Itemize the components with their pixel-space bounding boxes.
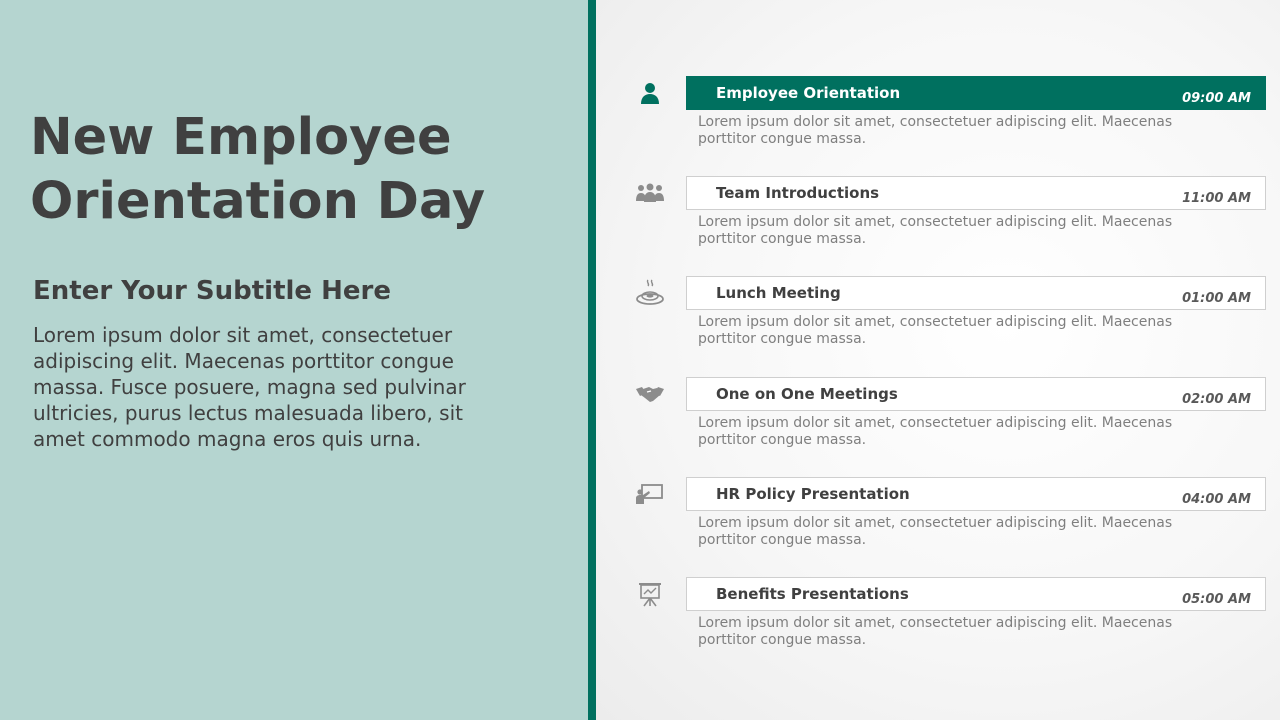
agenda-item-header [686,276,1266,310]
agenda-item-description: Lorem ipsum dolor sit amet, consectetuer adipiscing elit. Maecenas porttitor congue massa. [698,314,1173,347]
agenda-item-title: Benefits Presentations [716,585,909,603]
agenda-item-title: Team Introductions [716,184,880,202]
agenda-item [596,377,1280,467]
agenda-item-description: Lorem ipsum dolor sit amet, consectetuer adipiscing elit. Maecenas porttitor congue massa. [698,214,1173,247]
agenda-item [596,276,1280,366]
agenda-item-time: 01:00 AM [1182,291,1251,306]
agenda-item-description: Lorem ipsum dolor sit amet, consectetuer adipiscing elit. Maecenas porttitor congue massa. [698,515,1173,548]
agenda-item [596,176,1280,266]
agenda-item-header [686,377,1266,411]
agenda-item-title: Lunch Meeting [716,284,841,302]
agenda-item-description: Lorem ipsum dolor sit amet, consectetuer adipiscing elit. Maecenas porttitor congue massa. [698,415,1173,448]
agenda-item-title: HR Policy Presentation [716,485,910,503]
agenda-item [596,76,1280,166]
agenda-item-header [686,577,1266,611]
agenda-item-title: Employee Orientation [716,84,901,102]
agenda-item [596,477,1280,567]
agenda-item-title: One on One Meetings [716,385,898,403]
handshake-icon [634,379,666,409]
agenda-item-time: 11:00 AM [1182,191,1251,206]
agenda-item-time: 09:00 AM [1182,91,1251,106]
person-icon [634,78,666,108]
team-icon [634,178,666,208]
agenda-item-header [686,477,1266,511]
presenter-icon [634,479,666,509]
accent-divider [588,0,596,720]
agenda-item-time: 04:00 AM [1182,492,1251,507]
meal-icon [634,278,666,308]
agenda-item-description: Lorem ipsum dolor sit amet, consectetuer adipiscing elit. Maecenas porttitor congue massa. [698,615,1173,648]
agenda-item [596,577,1280,667]
page-title: New Employee Orientation Day [30,108,486,231]
agenda-item-header [686,176,1266,210]
easel-chart-icon [634,579,666,609]
agenda-item-description: Lorem ipsum dolor sit amet, consectetuer adipiscing elit. Maecenas porttitor congue massa. [698,114,1173,147]
page-subtitle: Enter Your Subtitle Here [33,276,391,306]
agenda-item-header [686,76,1266,110]
left-panel [0,0,588,720]
agenda-item-time: 02:00 AM [1182,392,1251,407]
agenda-item-time: 05:00 AM [1182,592,1251,607]
intro-text: Lorem ipsum dolor sit amet, consectetuer adipiscing elit. Maecenas porttitor congue massa. Fusce posuere, magna sed pulvinar ultricies, purus lectus malesuada libero, sit amet commodo magna eros quis urna. [33,323,466,451]
